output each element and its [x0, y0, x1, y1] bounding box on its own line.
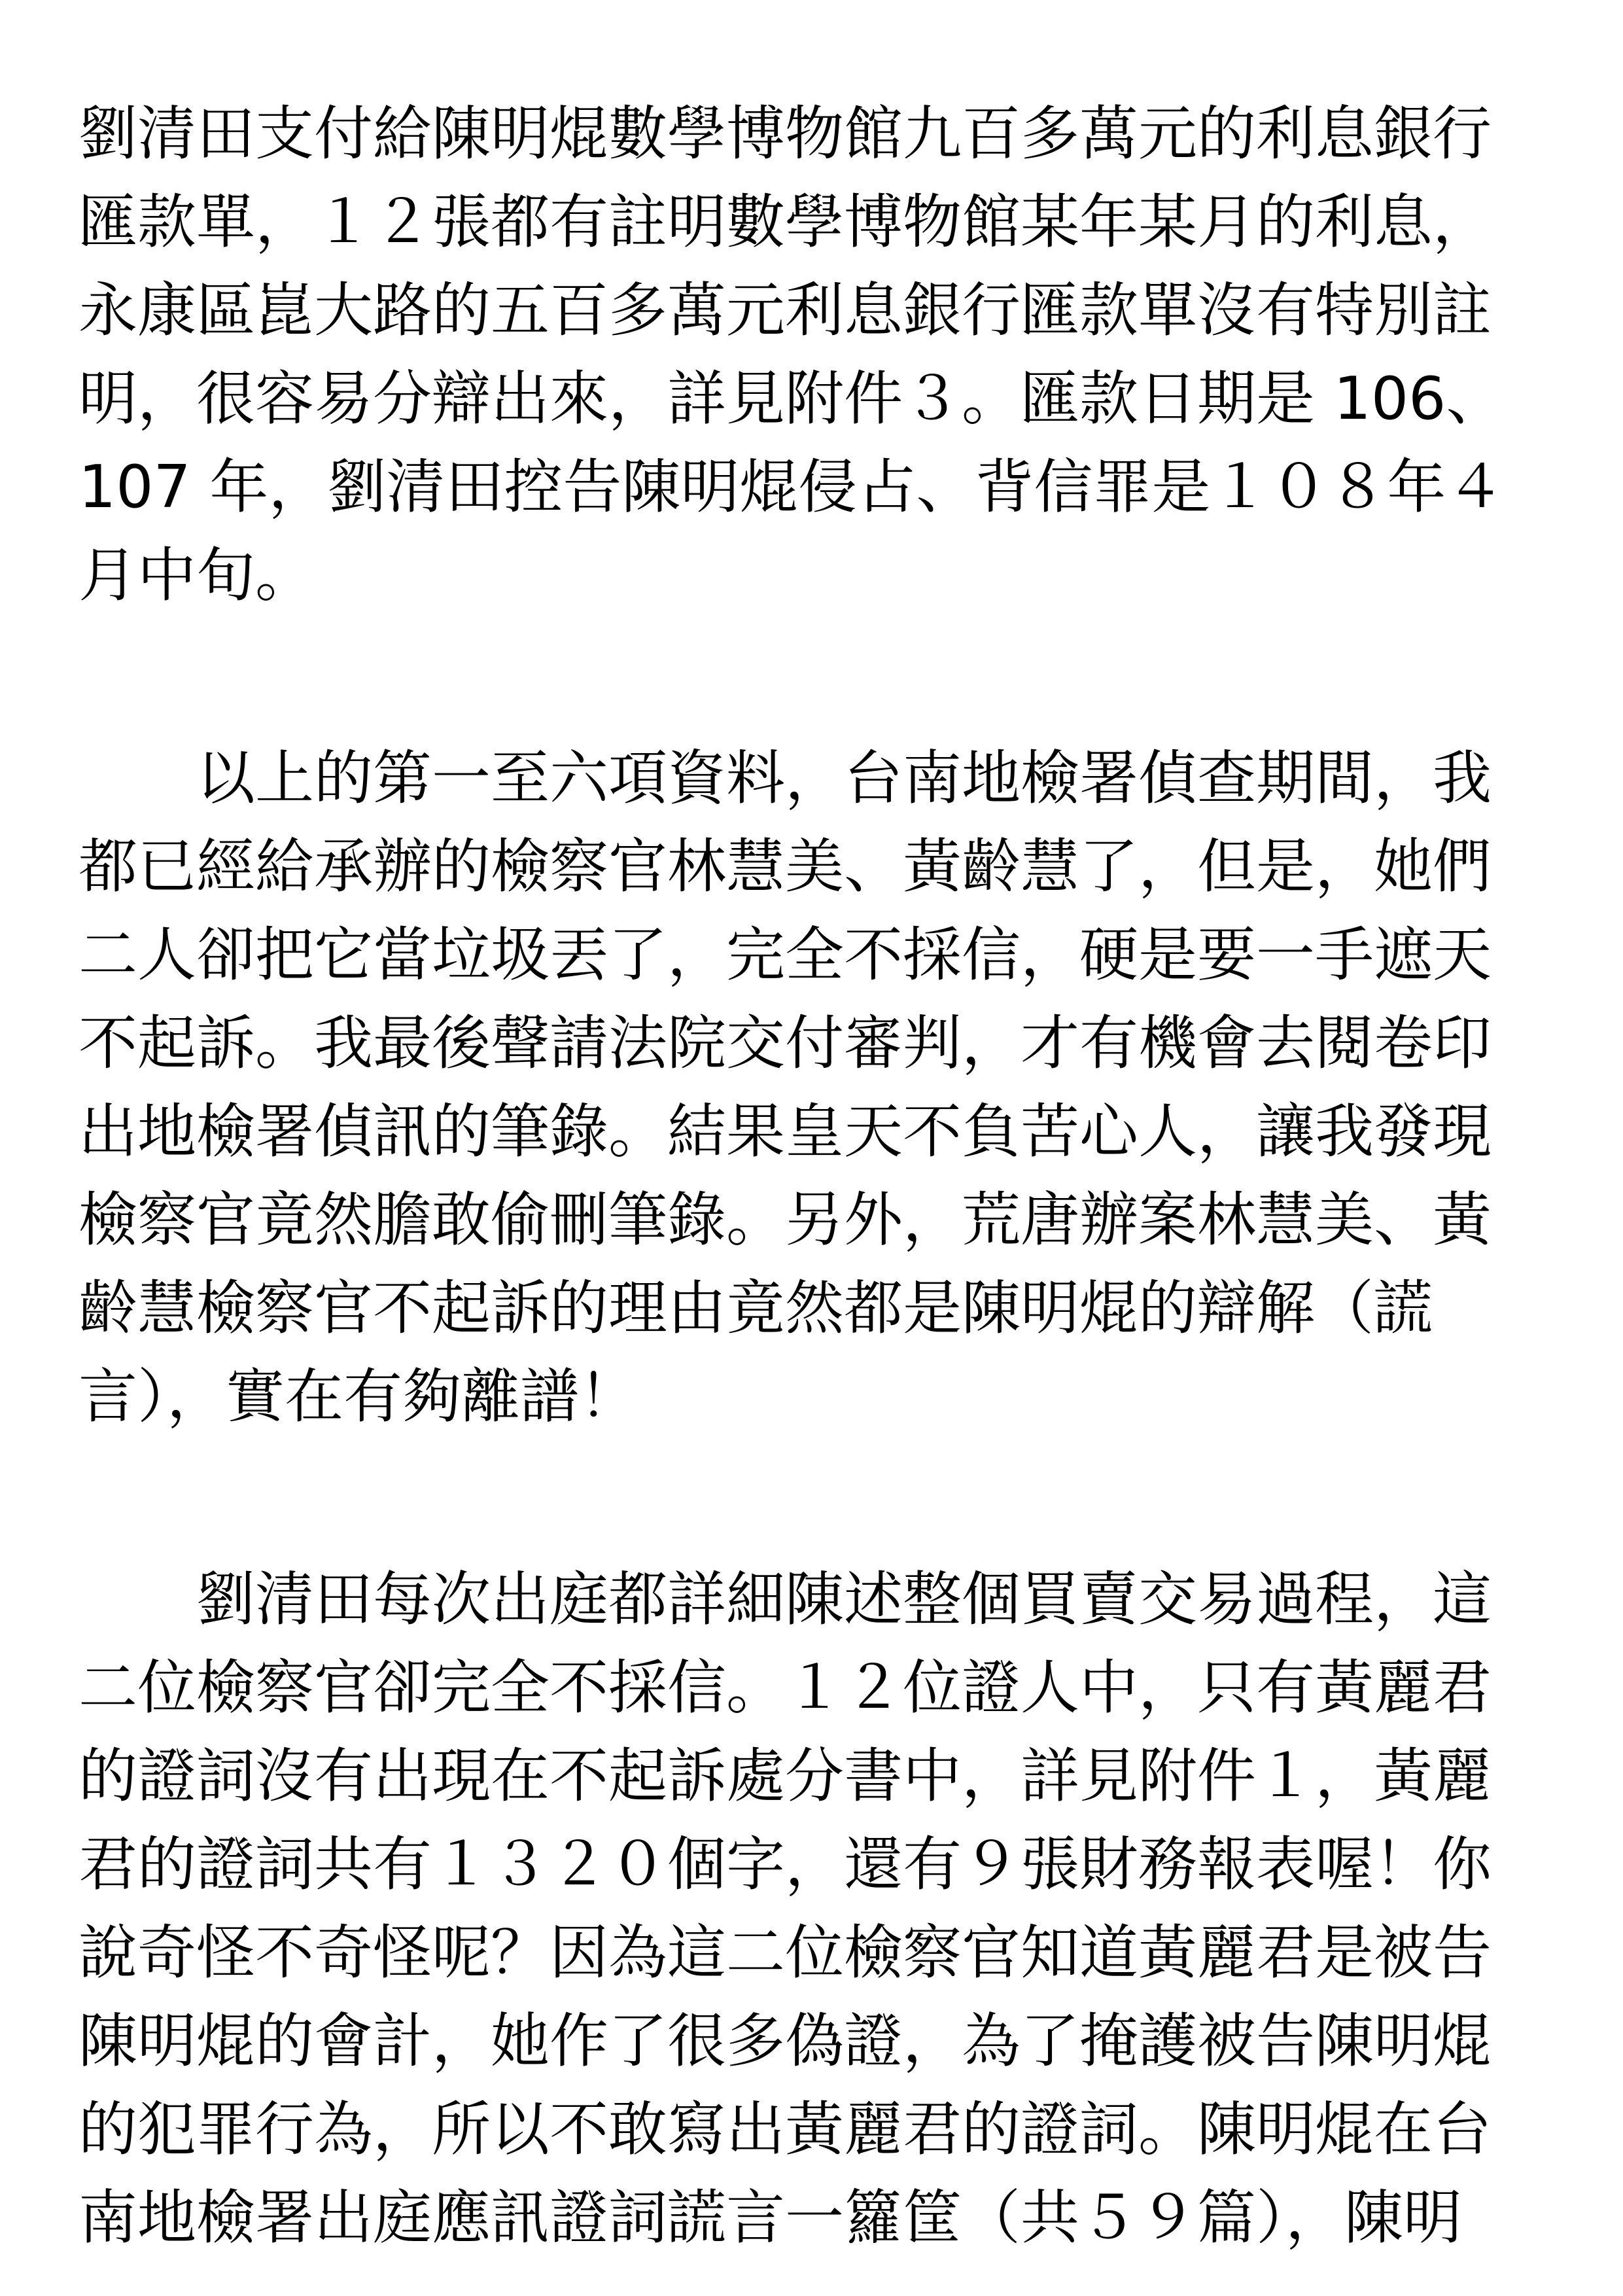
text-line: 說奇怪不奇怪呢？因為這二位檢察官知道黃麗君是被告	[79, 1918, 1492, 1987]
text-line: 二位檢察官卻完全不採信。１２位證人中，只有黃麗君	[79, 1653, 1492, 1722]
text-line: 匯款單，１２張都有註明數學博物館某年某月的利息，	[79, 188, 1492, 256]
text-line: 陳明焜的會計，她作了很多偽證，為了掩護被告陳明焜	[79, 2007, 1492, 2075]
text-line: 出地檢署偵訊的筆錄。結果皇天不負苦心人，讓我發現	[79, 1097, 1492, 1166]
text-line: 二人卻把它當垃圾丟了，完全不採信，硬是要一手遮天	[79, 921, 1492, 989]
text-line: 不起訴。我最後聲請法院交付審判，才有機會去閱卷印	[79, 1009, 1492, 1078]
text-line: 君的證詞共有１３２０個字，還有９張財務報表喔！你	[79, 1830, 1492, 1899]
text-line: 齡慧檢察官不起訴的理由竟然都是陳明焜的辯解（謊	[79, 1274, 1433, 1343]
text-line: 的犯罪行為，所以不敢寫出黃麗君的證詞。陳明焜在台	[79, 2095, 1492, 2164]
text-line: 言），實在有夠離譜！	[79, 1362, 638, 1431]
text-line: 檢察官竟然膽敢偷刪筆錄。另外，荒唐辦案林慧美、黃	[79, 1186, 1492, 1254]
text-line: 以上的第一至六項資料，台南地檢署偵查期間，我	[196, 744, 1492, 813]
text-line: 明，很容易分辯出來，詳見附件３。匯款日期是 106、	[79, 364, 1505, 433]
text-line: 107 年，劉清田控告陳明焜侵占、背信罪是１０８年４	[79, 453, 1505, 521]
text-line: 月中旬。	[79, 541, 314, 610]
text-line: 的證詞沒有出現在不起訴處分書中，詳見附件１，黃麗	[79, 1742, 1492, 1810]
text-line: 劉清田每次出庭都詳細陳述整個買賣交易過程，這	[196, 1565, 1492, 1634]
text-line: 永康區崑大路的五百多萬元利息銀行匯款單沒有特別註	[79, 276, 1492, 345]
text-line: 南地檢署出庭應訊證詞謊言一籮筐（共５９篇），陳明	[79, 2183, 1462, 2252]
text-line: 劉清田支付給陳明焜數學博物館九百多萬元的利息銀行	[79, 99, 1492, 168]
text-line: 都已經給承辦的檢察官林慧美、黃齡慧了，但是，她們	[79, 832, 1492, 901]
